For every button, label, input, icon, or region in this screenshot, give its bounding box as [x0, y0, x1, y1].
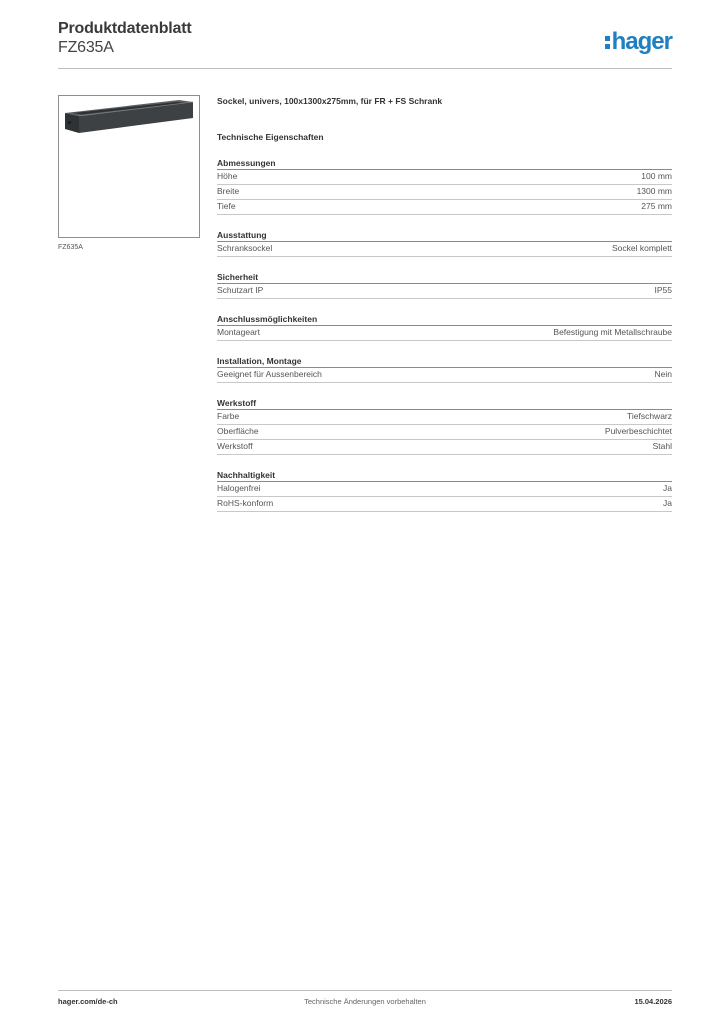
section-title: Abmessungen: [217, 158, 672, 170]
property-value: 1300 mm: [636, 186, 672, 196]
property-value: 275 mm: [641, 201, 672, 211]
section-title: Anschlussmöglichkeiten: [217, 314, 672, 326]
property-label: Schutzart IP: [217, 285, 264, 295]
logo-dots-icon: [605, 36, 610, 49]
section-6: [217, 470, 672, 512]
property-row: [217, 185, 672, 200]
footer-notice: Technische Änderungen vorbehalten: [304, 997, 426, 1006]
property-row: [217, 200, 672, 215]
property-label: Montageart: [217, 327, 260, 337]
property-value: Stahl: [652, 441, 672, 451]
property-row: [217, 242, 672, 257]
property-value: Sockel komplett: [612, 243, 672, 253]
page-footer: [58, 997, 672, 1009]
property-value: Ja: [663, 498, 672, 508]
property-sections: [217, 158, 672, 512]
image-caption: FZ635A: [58, 244, 83, 251]
property-row: [217, 284, 672, 299]
section-title: Ausstattung: [217, 230, 672, 242]
product-details: [217, 95, 672, 512]
property-row: [217, 497, 672, 512]
property-value: Ja: [663, 483, 672, 493]
footer-date: 15.04.2026: [634, 997, 672, 1006]
property-value: IP55: [654, 285, 672, 295]
section-4: [217, 356, 672, 383]
property-value: Pulverbeschichtet: [604, 426, 672, 436]
property-label: Geeignet für Aussenbereich: [217, 369, 322, 379]
property-label: Farbe: [217, 411, 240, 421]
property-value: Nein: [654, 369, 672, 379]
property-label: Halogenfrei: [217, 483, 261, 493]
property-row: [217, 425, 672, 440]
header-divider: [58, 68, 672, 69]
property-label: Oberfläche: [217, 426, 259, 436]
property-label: Schranksockel: [217, 243, 273, 253]
property-label: Höhe: [217, 171, 238, 181]
footer-website: hager.com/de-ch: [58, 997, 118, 1006]
property-label: RoHS-konform: [217, 498, 274, 508]
property-label: Werkstoff: [217, 441, 253, 451]
section-title: Werkstoff: [217, 398, 672, 410]
property-row: [217, 482, 672, 497]
property-row: [217, 368, 672, 383]
section-5: [217, 398, 672, 455]
property-row: [217, 440, 672, 455]
property-value: Befestigung mit Metallschraube: [553, 327, 672, 337]
property-row: [217, 410, 672, 425]
property-value: 100 mm: [641, 171, 672, 181]
property-row: [217, 170, 672, 185]
property-label: Breite: [217, 186, 240, 196]
property-label: Tiefe: [217, 201, 236, 211]
section-title: Installation, Montage: [217, 356, 672, 368]
footer-divider: [58, 990, 672, 991]
section-3: [217, 314, 672, 341]
section-2: [217, 272, 672, 299]
document-title: Produktdatenblatt: [58, 20, 192, 37]
article-number: FZ635A: [58, 39, 114, 56]
section-1: [217, 230, 672, 257]
hager-logo: [605, 28, 672, 56]
section-title: Nachhaltigkeit: [217, 470, 672, 482]
logo-text: hager: [611, 28, 672, 55]
property-value: Tiefschwarz: [626, 411, 672, 421]
tech-properties-heading: Technische Eigenschaften: [217, 132, 324, 142]
property-row: [217, 326, 672, 341]
section-title: Sicherheit: [217, 272, 672, 284]
product-image: [58, 95, 200, 238]
section-0: [217, 158, 672, 215]
product-description: Sockel, univers, 100x1300x275mm, für FR + FS Schrank: [217, 96, 443, 106]
plinth-icon: [59, 96, 199, 237]
page-header: [58, 20, 672, 70]
